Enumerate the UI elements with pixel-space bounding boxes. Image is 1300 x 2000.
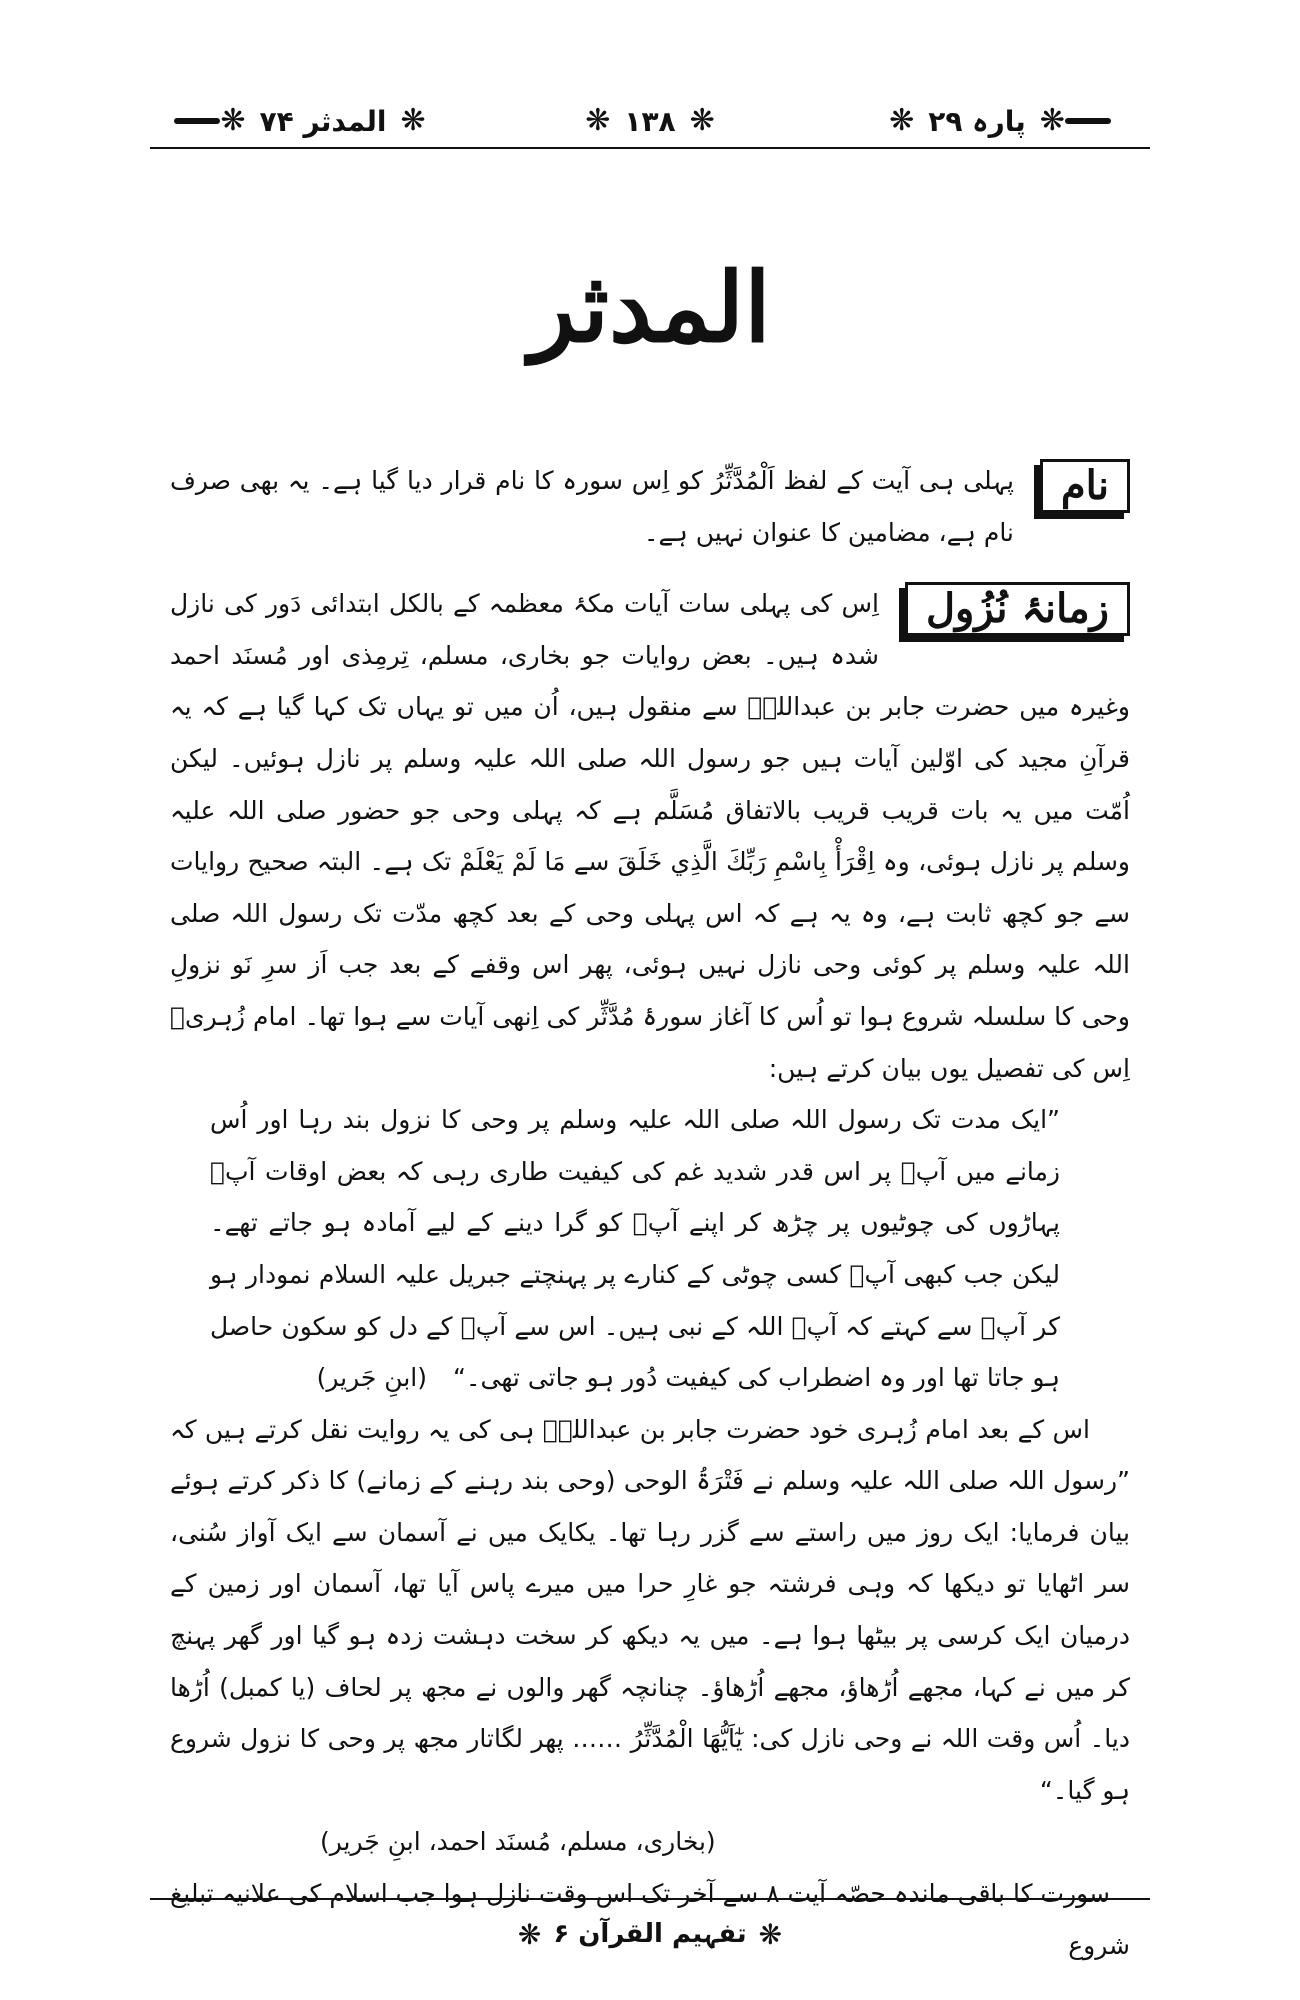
floral-ornament-icon: ❋	[400, 103, 426, 138]
narration-citation-line	[170, 1816, 1130, 1868]
floral-ornament-icon: ❋	[889, 103, 915, 138]
revelation-label: زمانۂ نُزُول	[905, 582, 1130, 636]
block-quote-citation: (ابنِ جَریر)	[316, 1363, 427, 1393]
page-number-cartouche	[540, 100, 760, 142]
page-body	[170, 455, 1130, 1971]
footer-cartouche	[500, 1910, 800, 1958]
closing-text: سورت کا باقی ماندہ حصّہ آیت ۸ سے آخر تک اس وقت نازل ہوا جب اسلام کی علانیہ تبلیغ شروع	[170, 1879, 1130, 1960]
ornament-leaf	[174, 118, 220, 124]
surah-title: المدثر	[529, 251, 771, 364]
surah-header-cartouche	[150, 100, 450, 142]
page-number: ۱۳۸	[624, 104, 676, 138]
block-quote	[170, 1094, 1130, 1404]
narration-paragraph	[170, 1404, 1130, 1817]
para-header-cartouche	[850, 100, 1150, 142]
revelation-section-text: اِس کی پہلی سات آیات مکۂ معظمہ کے بالکل ابتدائی دَور کی نازل شدہ ہیں۔ بعض روایات جو بخاری، مسلم، تِرمِذی اور مُسنَد احمد وغیرہ میں حضرت جابر بن عبداللہؓ سے منقول ہیں، اُن میں تو یہاں تک کہا گیا ہے کہ یہ قرآنِ مجید کی اوّلین آیات ہیں جو رسول اللہ صلی اللہ علیہ وسلم پر نازل ہوئیں۔ لیکن اُمّت میں یہ بات قریب قریب بالاتفاق مُسَلَّم ہے کہ پہلی وحی جو حضور صلی اللہ علیہ وسلم پر نازل ہوئی، وہ اِقْرَأْ بِاسْمِ رَبِّكَ الَّذِي خَلَقَ سے مَا لَمْ يَعْلَمْ تک ہے۔ البتہ صحیح روایات سے جو کچھ ثابت ہے، وہ یہ ہے کہ اس پہلی وحی کے بعد کچھ مدّت تک رسول اللہ صلی اللہ علیہ وسلم پر کوئی وحی نازل نہیں ہوئی، پھر اس وقفے کے بعد جب اَز سرِ نَو نزولِ وحی کا سلسلہ شروع ہوا تو اُس کا آغاز سورۂ مُدَّثِّر کی اِنھی آیات سے ہوا تھا۔ امام زُہریؒ اِس کی تفصیل یوں بیان کرتے ہیں:	[170, 589, 1130, 1083]
block-quote-text: ”ایک مدت تک رسول اللہ صلی اللہ علیہ وسلم پر وحی کا نزول بند رہا اور اُس زمانے میں آپؐ پر اس قدر شدید غم کی کیفیت طاری رہی کہ بعض اوقات آپؐ پہاڑوں کی چوٹیوں پر چڑھ کر اپنے آپؐ کو گرا دینے کے لیے آمادہ ہو جاتے تھے۔ لیکن جب کبھی آپؐ کسی چوٹی کے کنارے پر پہنچتے جبریل علیہ السلام نمودار ہو کر آپؐ سے کہتے کہ آپؐ اللہ کے نبی ہیں۔ اس سے آپؐ کے دل کو سکون حاصل ہو جاتا تھا اور وہ اضطراب کی کیفیت دُور ہو جاتی تھی۔“	[210, 1105, 1060, 1393]
footer-rule	[150, 1898, 1150, 1900]
footer-caption: تفہیم القرآن ۶	[553, 1919, 747, 1949]
name-label: نام	[1040, 459, 1130, 513]
header-rule	[150, 147, 1150, 149]
surah-number-caption: المدثر ۷۴	[259, 104, 387, 138]
floral-ornament-icon: ❋	[517, 1917, 542, 1951]
floral-ornament-icon: ❋	[1039, 103, 1065, 138]
floral-ornament-icon: ❋	[220, 103, 246, 138]
name-section	[170, 455, 1130, 558]
floral-ornament-icon: ❋	[758, 1917, 783, 1951]
ornament-leaf	[1065, 118, 1111, 124]
narration-text: اس کے بعد امام زُہری خود حضرت جابر بن عبداللہؓ ہی کی یہ روایت نقل کرتے ہیں کہ ”رسول اللہ صلی اللہ علیہ وسلم نے فَتْرَۃُ الوحی (وحی بند رہنے کے زمانے) کا ذکر کرتے ہوئے بیان فرمایا: ایک روز میں راستے سے گزر رہا تھا۔ یکایک میں نے آسمان سے ایک آواز سُنی، سر اٹھایا تو دیکھا کہ وہی فرشتہ جو غارِ حرا میں میرے پاس آیا تھا، آسمان اور زمین کے درمیان ایک کرسی پر بیٹھا ہوا ہے۔ میں یہ دیکھ کر سخت دہشت زدہ ہو گیا اور گھر پہنچ کر میں نے کہا، مجھے اُڑھاؤ، مجھے اُڑھاؤ۔ چنانچہ گھر والوں نے مجھ پر لحاف (یا کمبل) اُڑھا دیا۔ اُس وقت اللہ نے وحی نازل کی: يٰٓاَيُّهَا الْمُدَّثِّرُ …… پھر لگاتار مجھ پر وحی کا نزول شروع ہو گیا۔“	[170, 1414, 1130, 1805]
para-caption: پارہ ۲۹	[928, 104, 1026, 138]
name-section-text: پہلی ہی آیت کے لفظ اَلْمُدَّثِّرُ کو اِس سورہ کا نام قرار دیا گیا ہے۔ یہ بھی صرف نام ہے، مضامین کا عنوان نہیں ہے۔	[170, 466, 1014, 547]
narration-citation: (بخاری، مسلم، مُسنَد احمد، ابنِ جَریر)	[320, 1827, 716, 1857]
floral-ornament-icon: ❋	[689, 103, 715, 138]
floral-ornament-icon: ❋	[585, 103, 611, 138]
revelation-section	[170, 578, 1130, 1094]
